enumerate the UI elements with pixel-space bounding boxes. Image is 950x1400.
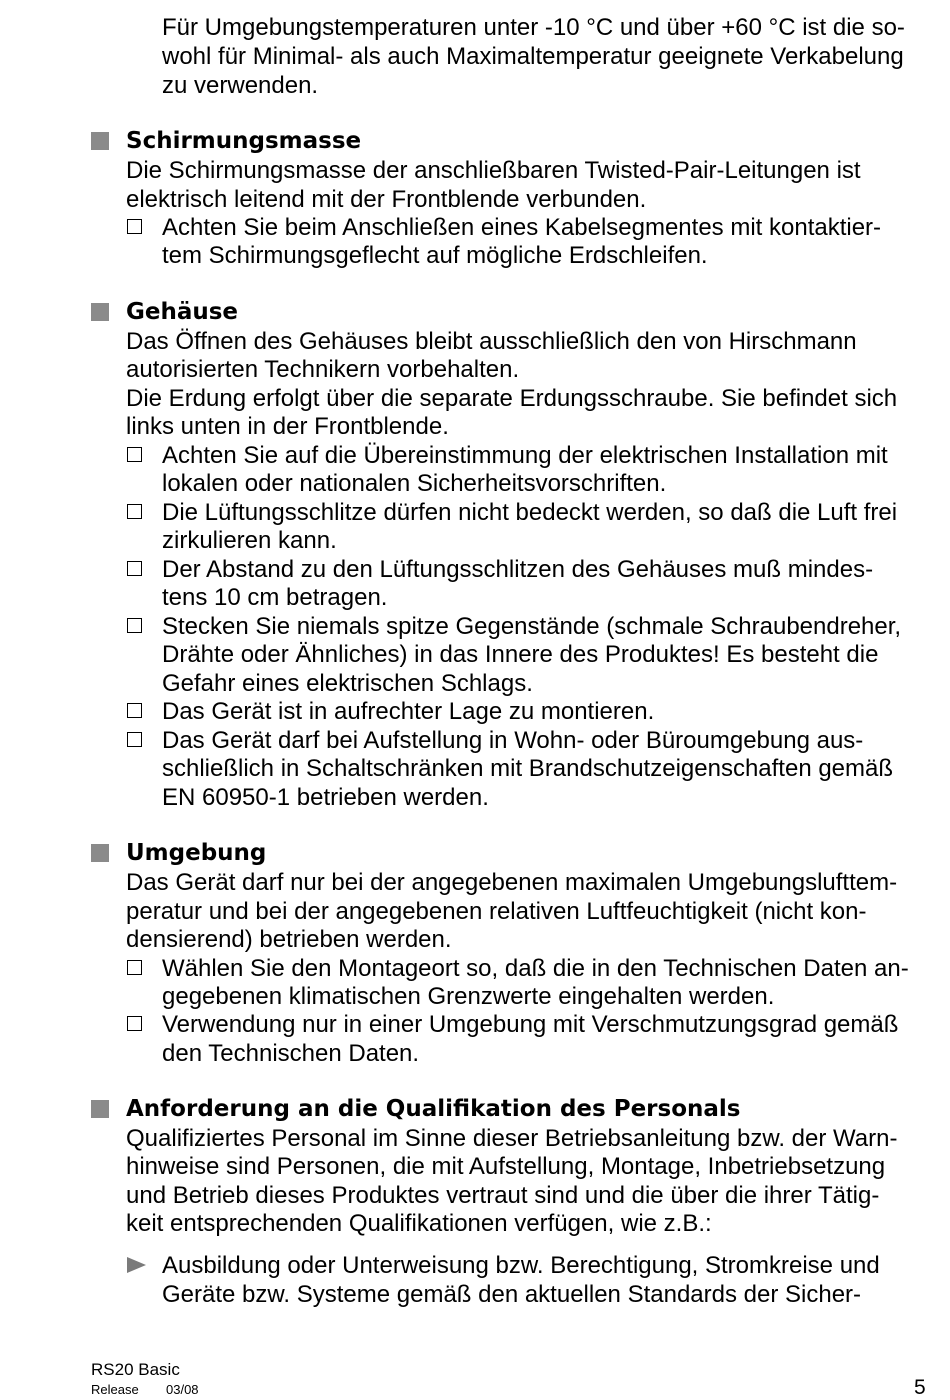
body-line: und Betrieb dieses Produktes vertraut sind und die über die ihrer Tätig- bbox=[126, 1182, 880, 1209]
list-item-line: zirkulieren kann. bbox=[162, 527, 337, 554]
list-item-line: Gefahr eines elektrischen Schlags. bbox=[162, 670, 533, 697]
footer-product-name: RS20 Basic bbox=[91, 1360, 180, 1379]
list-item-line: Drähte oder Ähnliches) in das Innere des Produktes! Es besteht die bbox=[162, 641, 879, 668]
list-item-line: Achten Sie beim Anschließen eines Kabelsegmentes mit kontaktier- bbox=[162, 214, 882, 241]
body-line: Das Öffnen des Gehäuses bleibt ausschließlich den von Hirschmann bbox=[126, 328, 857, 355]
section-heading-qualifikation: Anforderung an die Qualifikation des Personals bbox=[126, 1096, 741, 1122]
section-heading-gehaeuse: Gehäuse bbox=[126, 299, 239, 325]
section-heading-schirmungsmasse: Schirmungsmasse bbox=[126, 128, 362, 154]
list-item-line: gegebenen klimatischen Grenzwerte eingehalten werden. bbox=[162, 983, 775, 1010]
arrow-bullet-icon bbox=[127, 1257, 146, 1273]
body-line: peratur und bei der angegebenen relativen Luftfeuchtigkeit (nicht kon- bbox=[126, 898, 867, 925]
list-item-line: Die Lüftungsschlitze dürfen nicht bedeckt werden, so daß die Luft frei bbox=[162, 499, 898, 526]
section-bullet-icon bbox=[91, 303, 109, 321]
section-heading-umgebung: Umgebung bbox=[126, 840, 267, 866]
list-item-line: Stecken Sie niemals spitze Gegenstände (schmale Schraubendreher, bbox=[162, 613, 902, 640]
checkbox-bullet-icon bbox=[127, 561, 142, 576]
checkbox-bullet-icon bbox=[127, 1016, 142, 1031]
list-item-line: lokalen oder nationalen Sicherheitsvorschriften. bbox=[162, 470, 667, 497]
body-line: autorisierten Technikern vorbehalten. bbox=[126, 356, 520, 383]
body-line: Qualifiziertes Personal im Sinne dieser Betriebsanleitung bzw. der Warn- bbox=[126, 1125, 898, 1152]
footer-release-date: 03/08 bbox=[166, 1382, 199, 1397]
body-line: Das Gerät darf nur bei der angegebenen maximalen Umgebungslufttem- bbox=[126, 869, 898, 896]
list-item-line: Das Gerät darf bei Aufstellung in Wohn- oder Büroumgebung aus- bbox=[162, 727, 864, 754]
list-item-line: Der Abstand zu den Lüftungsschlitzen des Gehäuses muß mindes- bbox=[162, 556, 874, 583]
list-item-line: Ausbildung oder Unterweisung bzw. Berechtigung, Stromkreise und bbox=[162, 1252, 880, 1279]
checkbox-bullet-icon bbox=[127, 960, 142, 975]
list-item-line: EN 60950-1 betrieben werden. bbox=[162, 784, 489, 811]
intro-line: wohl für Minimal- als auch Maximaltemperatur geeignete Verkabelung bbox=[162, 43, 904, 70]
checkbox-bullet-icon bbox=[127, 504, 142, 519]
list-item-line: Achten Sie auf die Übereinstimmung der elektrischen Installation mit bbox=[162, 442, 888, 469]
body-line: links unten in der Frontblende. bbox=[126, 413, 449, 440]
checkbox-bullet-icon bbox=[127, 703, 142, 718]
body-line: Die Erdung erfolgt über die separate Erdungsschraube. Sie befindet sich bbox=[126, 385, 898, 412]
list-item-line: den Technischen Daten. bbox=[162, 1040, 420, 1067]
list-item-line: tem Schirmungsgeflecht auf mögliche Erdschleifen. bbox=[162, 242, 708, 269]
list-item-line: Das Gerät ist in aufrechter Lage zu montieren. bbox=[162, 698, 655, 725]
checkbox-bullet-icon bbox=[127, 618, 142, 633]
list-item-line: Wählen Sie den Montageort so, daß die in den Technischen Daten an- bbox=[162, 955, 909, 982]
body-line: keit entsprechenden Qualifikationen verfügen, wie z.B.: bbox=[126, 1210, 712, 1237]
intro-line: Für Umgebungstemperaturen unter -10 °C und über +60 °C ist die so- bbox=[162, 14, 905, 41]
page-number: 5 bbox=[914, 1376, 926, 1399]
intro-line: zu verwenden. bbox=[162, 72, 319, 99]
list-item-line: schließlich in Schaltschränken mit Brandschutzeigenschaften gemäß bbox=[162, 755, 894, 782]
section-bullet-icon bbox=[91, 1100, 109, 1118]
list-item-line: Verwendung nur in einer Umgebung mit Verschmutzungsgrad gemäß bbox=[162, 1011, 899, 1038]
list-item-line: Geräte bzw. Systeme gemäß den aktuellen Standards der Sicher- bbox=[162, 1281, 862, 1308]
checkbox-bullet-icon bbox=[127, 732, 142, 747]
body-line: elektrisch leitend mit der Frontblende verbunden. bbox=[126, 186, 647, 213]
section-bullet-icon bbox=[91, 844, 109, 862]
list-item-line: tens 10 cm betragen. bbox=[162, 584, 388, 611]
footer-release-label: Release bbox=[91, 1382, 139, 1397]
checkbox-bullet-icon bbox=[127, 219, 142, 234]
section-bullet-icon bbox=[91, 132, 109, 150]
checkbox-bullet-icon bbox=[127, 447, 142, 462]
body-line: Die Schirmungsmasse der anschließbaren Twisted-Pair-Leitungen ist bbox=[126, 157, 861, 184]
body-line: hinweise sind Personen, die mit Aufstellung, Montage, Inbetriebsetzung bbox=[126, 1153, 886, 1180]
body-line: densierend) betrieben werden. bbox=[126, 926, 452, 953]
